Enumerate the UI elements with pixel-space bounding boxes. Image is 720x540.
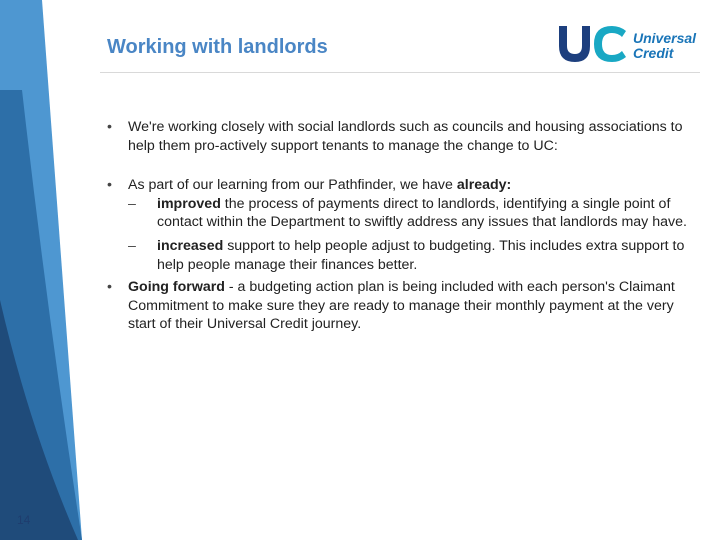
logo-word-universal: Universal	[633, 30, 697, 46]
dash-icon: –	[128, 195, 136, 212]
page-number: 14	[17, 513, 31, 527]
bullet-dot-icon: •	[107, 279, 112, 296]
universal-credit-logo	[556, 22, 706, 66]
slide-body	[107, 118, 692, 334]
bullet-text: As part of our learning from our Pathfinder, we have	[128, 177, 457, 194]
sub-bullet-bold-text: improved	[157, 195, 221, 212]
bullet-text: - a budgeting action plan is being included with each person's Claimant Commitment to make sure they are ready to manage their monthly payment at the very start of their Universal Credit journey.	[128, 279, 675, 333]
sub-bullet-item	[107, 195, 692, 232]
bullet-item	[107, 278, 692, 334]
bullet-dot-icon: •	[107, 119, 112, 135]
sub-bullet-text: the process of payments direct to landlords, identifying a single point of contact within the Department to swiftly address any issues that landlords may have.	[157, 195, 687, 231]
title-divider	[100, 72, 700, 73]
bullet-item	[107, 118, 692, 155]
uc-monogram-icon	[556, 22, 630, 66]
sub-bullet-item	[107, 237, 692, 274]
sub-bullet-bold-text: increased	[157, 237, 224, 254]
dash-icon: –	[128, 237, 136, 254]
sub-bullet-text: support to help people adjust to budgeting. This includes extra support to help people manage their finances better.	[157, 237, 685, 273]
bullet-dot-icon: •	[107, 177, 112, 194]
bullet-bold-text: Going forward	[128, 279, 225, 296]
logo-word-credit: Credit	[633, 45, 674, 61]
bullet-text: We're working closely with social landlords such as councils and housing associations to help them pro-actively support tenants to manage the change to UC:	[128, 119, 683, 154]
bullet-bold-text: already:	[456, 177, 512, 194]
page-title: Working with landlords	[107, 36, 328, 58]
bullet-item	[107, 176, 692, 195]
